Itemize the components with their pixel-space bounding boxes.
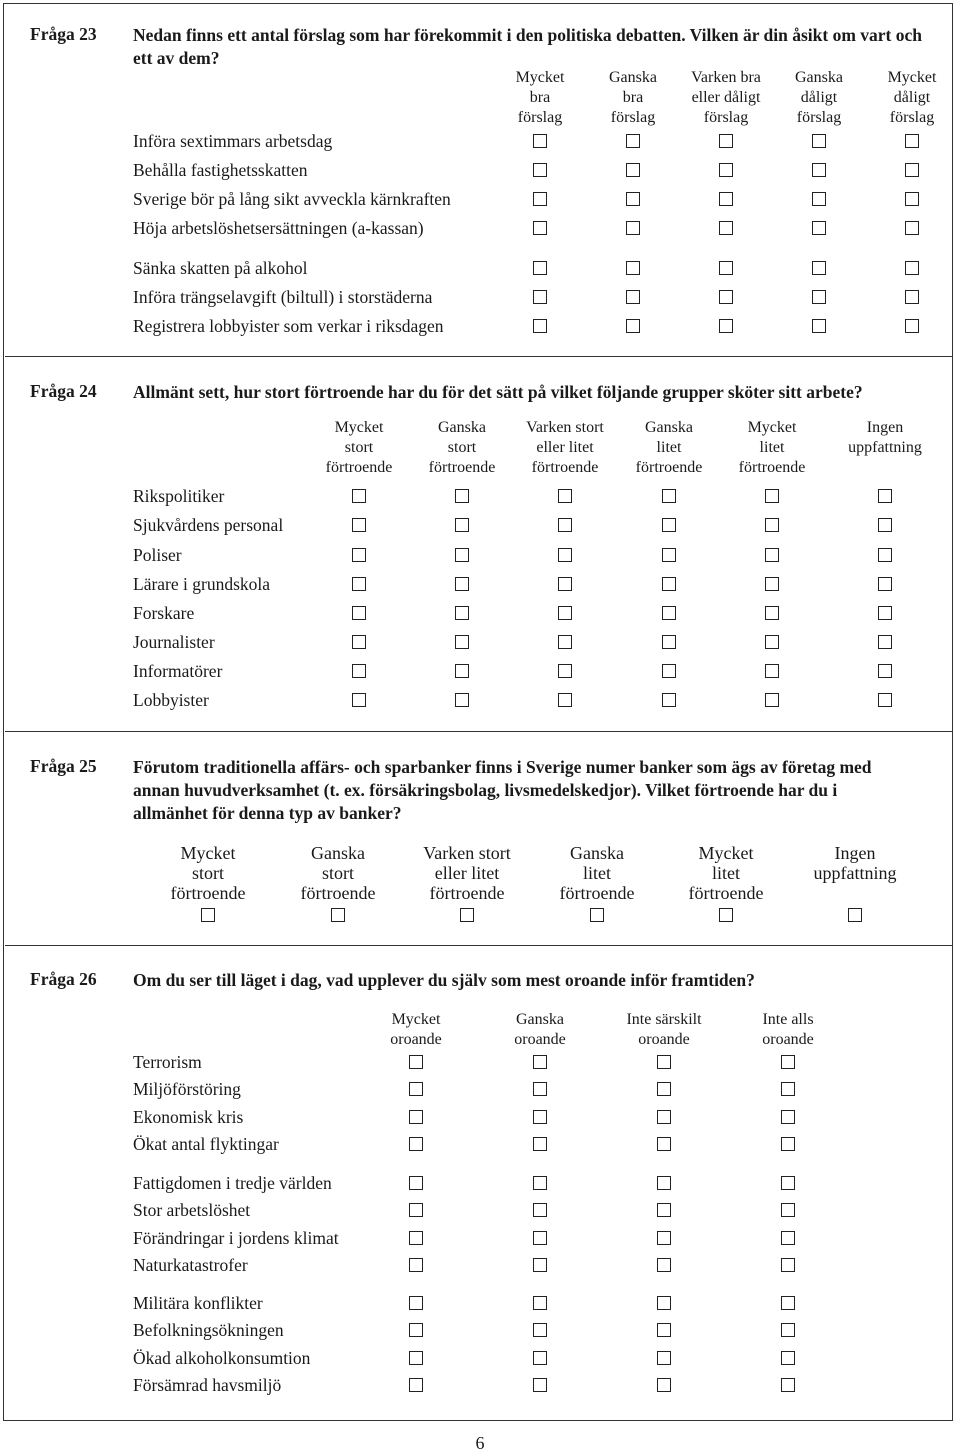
answer-checkbox[interactable]: [352, 577, 366, 591]
answer-checkbox[interactable]: [533, 221, 547, 235]
answer-checkbox[interactable]: [657, 1323, 671, 1337]
answer-checkbox[interactable]: [878, 693, 892, 707]
answer-checkbox[interactable]: [657, 1231, 671, 1245]
answer-checkbox[interactable]: [719, 221, 733, 235]
option-header: Mycket stort förtroende: [170, 843, 246, 903]
question-number: Fråga 23: [30, 24, 97, 44]
answer-checkbox[interactable]: [409, 1351, 423, 1365]
answer-checkbox[interactable]: [626, 134, 640, 148]
row-label: Sänka skatten på alkohol: [133, 258, 308, 278]
answer-checkbox[interactable]: [662, 577, 676, 591]
row-label: Ökad alkoholkonsumtion: [133, 1348, 311, 1368]
row-label: Informatörer: [133, 661, 223, 681]
row-label: Naturkatastrofer: [133, 1255, 248, 1275]
answer-checkbox[interactable]: [558, 693, 572, 707]
answer-checkbox[interactable]: [352, 606, 366, 620]
answer-checkbox[interactable]: [719, 192, 733, 206]
answer-checkbox[interactable]: [878, 518, 892, 532]
answer-checkbox[interactable]: [558, 577, 572, 591]
answer-checkbox[interactable]: [352, 635, 366, 649]
option-header: Mycket litet förtroende: [738, 419, 806, 476]
option-header: Varken bra eller dåligt förslag: [691, 69, 761, 126]
answer-checkbox[interactable]: [765, 693, 779, 707]
answer-checkbox[interactable]: [455, 606, 469, 620]
option-header: Ganska stort förtroende: [300, 843, 376, 903]
answer-checkbox[interactable]: [533, 319, 547, 333]
answer-checkbox[interactable]: [533, 1378, 547, 1392]
answer-checkbox[interactable]: [662, 489, 676, 503]
option-header: Ingen uppfattning: [848, 419, 922, 456]
answer-checkbox[interactable]: [409, 1137, 423, 1151]
answer-checkbox[interactable]: [352, 664, 366, 678]
row-label: Rikspolitiker: [133, 486, 225, 506]
answer-checkbox[interactable]: [409, 1296, 423, 1310]
answer-checkbox[interactable]: [781, 1351, 795, 1365]
answer-checkbox[interactable]: [765, 664, 779, 678]
answer-checkbox[interactable]: [626, 221, 640, 235]
row-label: Lobbyister: [133, 690, 209, 710]
answer-checkbox[interactable]: [905, 290, 919, 304]
row-label: Införa sextimmars arbetsdag: [133, 131, 333, 151]
answer-checkbox[interactable]: [905, 163, 919, 177]
option-header: Mycket stort förtroende: [325, 419, 393, 476]
option-header: Ganska stort förtroende: [428, 419, 496, 476]
answer-checkbox[interactable]: [533, 261, 547, 275]
row-label: Ekonomisk kris: [133, 1107, 244, 1127]
answer-checkbox[interactable]: [765, 518, 779, 532]
answer-checkbox[interactable]: [781, 1203, 795, 1217]
row-label: Höja arbetslöshetsersättningen (a-kassan): [133, 218, 424, 238]
question-number: Fråga 26: [30, 969, 97, 989]
row-label: Miljöförstöring: [133, 1079, 241, 1099]
answer-checkbox[interactable]: [719, 134, 733, 148]
answer-checkbox[interactable]: [657, 1378, 671, 1392]
row-label: Införa trängselavgift (biltull) i storstäderna: [133, 287, 433, 307]
answer-checkbox[interactable]: [409, 1323, 423, 1337]
answer-checkbox[interactable]: [455, 635, 469, 649]
answer-checkbox[interactable]: [662, 693, 676, 707]
answer-checkbox[interactable]: [533, 1110, 547, 1124]
option-header: Varken stort eller litet förtroende: [423, 843, 511, 903]
answer-checkbox[interactable]: [662, 664, 676, 678]
answer-checkbox[interactable]: [409, 1231, 423, 1245]
answer-checkbox[interactable]: [781, 1055, 795, 1069]
answer-checkbox[interactable]: [848, 908, 862, 922]
answer-checkbox[interactable]: [533, 1231, 547, 1245]
answer-checkbox[interactable]: [657, 1296, 671, 1310]
answer-checkbox[interactable]: [558, 489, 572, 503]
option-header: Ganska oroande: [514, 1011, 566, 1048]
answer-checkbox[interactable]: [812, 221, 826, 235]
answer-checkbox[interactable]: [765, 606, 779, 620]
answer-checkbox[interactable]: [352, 693, 366, 707]
answer-checkbox[interactable]: [352, 548, 366, 562]
row-label: Terrorism: [133, 1052, 202, 1072]
answer-checkbox[interactable]: [765, 548, 779, 562]
answer-checkbox[interactable]: [657, 1055, 671, 1069]
answer-checkbox[interactable]: [455, 664, 469, 678]
answer-checkbox[interactable]: [662, 518, 676, 532]
answer-checkbox[interactable]: [533, 290, 547, 304]
answer-checkbox[interactable]: [533, 163, 547, 177]
row-label: Befolkningsökningen: [133, 1320, 284, 1340]
option-header: Mycket litet förtroende: [688, 843, 764, 903]
answer-checkbox[interactable]: [812, 261, 826, 275]
answer-checkbox[interactable]: [812, 290, 826, 304]
answer-checkbox[interactable]: [558, 548, 572, 562]
option-header: Inte särskilt oroande: [626, 1011, 702, 1048]
answer-checkbox[interactable]: [409, 1176, 423, 1190]
option-header: Varken stort eller litet förtroende: [526, 419, 604, 476]
answer-checkbox[interactable]: [657, 1176, 671, 1190]
answer-checkbox[interactable]: [878, 606, 892, 620]
option-header: Mycket dåligt förslag: [887, 69, 937, 126]
separator: [5, 731, 952, 732]
answer-checkbox[interactable]: [878, 664, 892, 678]
answer-checkbox[interactable]: [765, 635, 779, 649]
question-text: Förutom traditionella affärs- och sparbanker finns i Sverige numer banker som ägs av företag med annan huvudverksamhet (t. ex. försäkringsbolag, livsmedelskedjor). Vilket förtroende har du i allmänhet för denna typ av banker?: [133, 757, 872, 823]
answer-checkbox[interactable]: [626, 163, 640, 177]
answer-checkbox[interactable]: [878, 548, 892, 562]
answer-checkbox[interactable]: [352, 489, 366, 503]
answer-checkbox[interactable]: [626, 192, 640, 206]
answer-checkbox[interactable]: [533, 134, 547, 148]
answer-checkbox[interactable]: [657, 1110, 671, 1124]
answer-checkbox[interactable]: [719, 261, 733, 275]
row-label: Lärare i grundskola: [133, 574, 271, 594]
answer-checkbox[interactable]: [662, 635, 676, 649]
answer-checkbox[interactable]: [719, 319, 733, 333]
answer-checkbox[interactable]: [905, 221, 919, 235]
answer-checkbox[interactable]: [409, 1110, 423, 1124]
answer-checkbox[interactable]: [533, 1296, 547, 1310]
answer-checkbox[interactable]: [590, 908, 604, 922]
answer-checkbox[interactable]: [533, 1176, 547, 1190]
option-header: Ganska litet förtroende: [559, 843, 635, 903]
row-label: Behålla fastighetsskatten: [133, 160, 308, 180]
answer-checkbox[interactable]: [812, 163, 826, 177]
answer-checkbox[interactable]: [781, 1296, 795, 1310]
option-header: Ganska dåligt förslag: [795, 69, 843, 126]
option-header: Mycket bra förslag: [515, 69, 565, 126]
answer-checkbox[interactable]: [765, 577, 779, 591]
answer-checkbox[interactable]: [657, 1137, 671, 1151]
answer-checkbox[interactable]: [455, 577, 469, 591]
option-header: Ingen uppfattning: [813, 843, 897, 883]
question-text: Allmänt sett, hur stort förtroende har du för det sätt på vilket följande grupper sköter sitt arbete?: [133, 382, 863, 402]
separator: [5, 356, 952, 357]
answer-checkbox[interactable]: [558, 518, 572, 532]
answer-checkbox[interactable]: [533, 1203, 547, 1217]
answer-checkbox[interactable]: [719, 290, 733, 304]
answer-checkbox[interactable]: [558, 664, 572, 678]
answer-checkbox[interactable]: [409, 1258, 423, 1272]
answer-checkbox[interactable]: [626, 290, 640, 304]
answer-checkbox[interactable]: [533, 1323, 547, 1337]
answer-checkbox[interactable]: [719, 163, 733, 177]
answer-checkbox[interactable]: [455, 518, 469, 532]
answer-checkbox[interactable]: [352, 518, 366, 532]
answer-checkbox[interactable]: [812, 192, 826, 206]
answer-checkbox[interactable]: [662, 548, 676, 562]
row-label: Sverige bör på lång sikt avveckla kärnkraften: [133, 189, 451, 209]
answer-checkbox[interactable]: [662, 606, 676, 620]
answer-checkbox[interactable]: [657, 1082, 671, 1096]
answer-checkbox[interactable]: [657, 1351, 671, 1365]
answer-checkbox[interactable]: [558, 606, 572, 620]
answer-checkbox[interactable]: [781, 1137, 795, 1151]
answer-checkbox[interactable]: [781, 1323, 795, 1337]
option-header: Ganska bra förslag: [609, 69, 657, 126]
answer-checkbox[interactable]: [657, 1258, 671, 1272]
answer-checkbox[interactable]: [455, 548, 469, 562]
row-label: Forskare: [133, 603, 195, 623]
question-text: Nedan finns ett antal förslag som har förekommit i den politiska debatten. Vilken är din åsikt om vart och ett av dem?: [133, 25, 923, 68]
page-number: 6: [475, 1433, 485, 1453]
answer-checkbox[interactable]: [558, 635, 572, 649]
answer-checkbox[interactable]: [905, 319, 919, 333]
answer-checkbox[interactable]: [905, 192, 919, 206]
question-number: Fråga 25: [30, 756, 97, 776]
answer-checkbox[interactable]: [533, 1055, 547, 1069]
answer-checkbox[interactable]: [201, 908, 215, 922]
option-header: Inte alls oroande: [762, 1011, 814, 1048]
row-label: Ökat antal flyktingar: [133, 1134, 279, 1154]
answer-checkbox[interactable]: [409, 1055, 423, 1069]
answer-checkbox[interactable]: [781, 1110, 795, 1124]
row-label: Militära konflikter: [133, 1293, 263, 1313]
answer-checkbox[interactable]: [533, 1082, 547, 1096]
question-number: Fråga 24: [30, 381, 97, 401]
row-label: Försämrad havsmiljö: [133, 1375, 282, 1395]
answer-checkbox[interactable]: [781, 1231, 795, 1245]
row-label: Registrera lobbyister som verkar i riksdagen: [133, 316, 444, 336]
answer-checkbox[interactable]: [533, 1137, 547, 1151]
answer-checkbox[interactable]: [905, 134, 919, 148]
answer-checkbox[interactable]: [812, 319, 826, 333]
answer-checkbox[interactable]: [460, 908, 474, 922]
answer-checkbox[interactable]: [878, 577, 892, 591]
answer-checkbox[interactable]: [409, 1378, 423, 1392]
answer-checkbox[interactable]: [626, 319, 640, 333]
answer-checkbox[interactable]: [905, 261, 919, 275]
answer-checkbox[interactable]: [781, 1258, 795, 1272]
answer-checkbox[interactable]: [719, 908, 733, 922]
row-label: Journalister: [133, 632, 215, 652]
answer-checkbox[interactable]: [409, 1203, 423, 1217]
answer-checkbox[interactable]: [878, 489, 892, 503]
answer-checkbox[interactable]: [878, 635, 892, 649]
answer-checkbox[interactable]: [781, 1082, 795, 1096]
answer-checkbox[interactable]: [781, 1378, 795, 1392]
answer-checkbox[interactable]: [533, 1351, 547, 1365]
row-label: Fattigdomen i tredje världen: [133, 1173, 332, 1193]
option-header: Mycket oroande: [390, 1011, 442, 1048]
answer-checkbox[interactable]: [455, 489, 469, 503]
separator: [5, 945, 952, 946]
answer-checkbox[interactable]: [533, 192, 547, 206]
row-label: Förändringar i jordens klimat: [133, 1228, 339, 1248]
question-text: Om du ser till läget i dag, vad upplever du själv som mest oroande inför framtiden?: [133, 970, 755, 990]
row-label: Sjukvårdens personal: [133, 515, 284, 535]
answer-checkbox[interactable]: [533, 1258, 547, 1272]
answer-checkbox[interactable]: [409, 1082, 423, 1096]
answer-checkbox[interactable]: [331, 908, 345, 922]
row-label: Poliser: [133, 545, 182, 565]
answer-checkbox[interactable]: [812, 134, 826, 148]
row-label: Stor arbetslöshet: [133, 1200, 251, 1220]
answer-checkbox[interactable]: [455, 693, 469, 707]
option-header: Ganska litet förtroende: [635, 419, 703, 476]
answer-checkbox[interactable]: [765, 489, 779, 503]
answer-checkbox[interactable]: [781, 1176, 795, 1190]
answer-checkbox[interactable]: [657, 1203, 671, 1217]
answer-checkbox[interactable]: [626, 261, 640, 275]
